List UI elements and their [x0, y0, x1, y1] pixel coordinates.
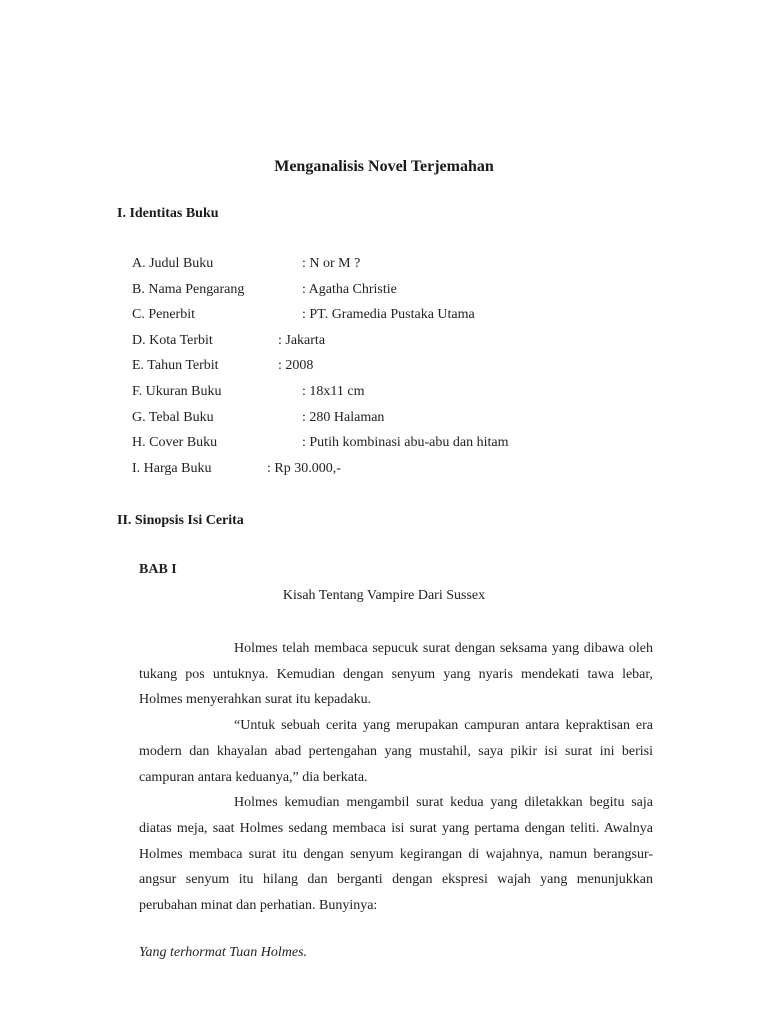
- identity-label: H. Cover Buku: [132, 435, 218, 450]
- identity-label: D. Kota Terbit: [132, 333, 213, 348]
- identity-value: : N or M ?: [302, 256, 361, 271]
- identity-value: : Agatha Christie: [302, 282, 397, 297]
- identity-label: I. Harga Buku: [132, 461, 212, 476]
- identity-value: : Rp 30.000,-: [267, 461, 341, 476]
- letter-greeting: Yang terhormat Tuan Holmes.: [139, 945, 308, 960]
- identity-value: : Putih kombinasi abu-abu dan hitam: [302, 435, 509, 450]
- identity-value: : 280 Halaman: [302, 410, 385, 425]
- chapter-title: Kisah Tentang Vampire Dari Sussex: [282, 588, 486, 603]
- identity-label: E. Tahun Terbit: [132, 358, 219, 373]
- synopsis-paragraph: “Untuk sebuah cerita yang merupakan campuran antara kepraktisan era modern dan khayalan abad pertengahan yang mustahil, saya pikir isi surat ini berisi campuran antara keduanya,” dia berkata.: [139, 718, 653, 785]
- chapter-label: BAB I: [139, 562, 177, 577]
- section-heading-identitas-buku: I. Identitas Buku: [117, 206, 219, 221]
- document-title: Menganalisis Novel Terjemahan: [274, 158, 494, 175]
- synopsis-paragraph: Holmes telah membaca sepucuk surat dengan seksama yang dibawa oleh tukang pos untuknya. Kemudian dengan senyum yang nyaris mendekati tawa lebar, Holmes menyerahkan surat itu kepadaku.: [139, 641, 653, 708]
- identity-label: A. Judul Buku: [132, 256, 214, 271]
- identity-value: : PT. Gramedia Pustaka Utama: [302, 307, 475, 322]
- identity-value: : 18x11 cm: [302, 384, 365, 399]
- identity-label: G. Tebal Buku: [132, 410, 214, 425]
- identity-value: : 2008: [278, 358, 314, 373]
- identity-value: : Jakarta: [278, 333, 326, 348]
- section-heading-sinopsis: II. Sinopsis Isi Cerita: [117, 513, 244, 528]
- identity-label: F. Ukuran Buku: [132, 384, 222, 399]
- synopsis-paragraph: Holmes kemudian mengambil surat kedua yang diletakkan begitu saja diatas meja, saat Holmes sedang membaca isi surat yang pertama dengan teliti. Awalnya Holmes membaca surat itu dengan senyum kegirangan di wajahnya, namun berangsur-angsur senyum itu hilang dan berganti dengan ekspresi wajah yang menunjukkan perubahan minat dan perhatian. Bunyinya:: [139, 795, 653, 914]
- synopsis-text: [139, 636, 653, 919]
- identity-label: B. Nama Pengarang: [132, 282, 245, 297]
- identity-label: C. Penerbit: [132, 307, 195, 322]
